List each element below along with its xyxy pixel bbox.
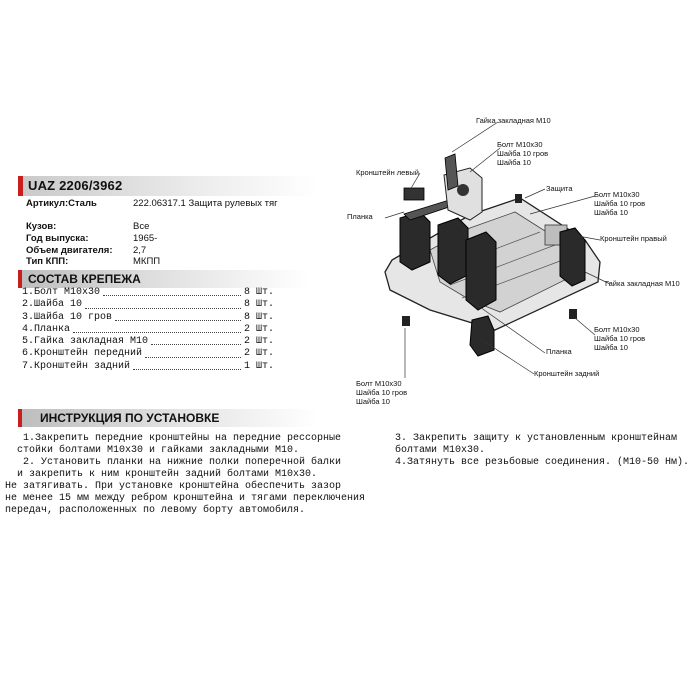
fastener-qty: 8 Шт. <box>243 299 274 311</box>
callout-plate-left: Планка <box>347 212 373 221</box>
plate-small <box>404 188 424 200</box>
callout-bolt-mid: Болт М10х30 Шайба 10 гров Шайба 10 <box>594 325 646 352</box>
fastener-name: 1.Болт М10х30 <box>22 287 101 298</box>
callout-protection: Защита <box>546 184 573 193</box>
fastener-qty: 8 Шт. <box>243 311 274 323</box>
fasteners-title: СОСТАВ КРЕПЕЖА <box>28 272 141 286</box>
callout-bolt-left: Болт М10х30 Шайба 10 гров Шайба 10 <box>356 379 408 406</box>
spec-label-article: Артикул:Сталь <box>26 198 97 209</box>
fastener-qty: 8 Шт. <box>243 287 274 298</box>
spec-value-year: 1965- <box>133 233 158 244</box>
fastener-name: 2.Шайба 10 <box>22 299 83 311</box>
callout-bracket-left: Кронштейн левый <box>356 168 419 177</box>
spec-label-year: Год выпуска: <box>26 233 89 244</box>
fastener-name: 3.Шайба 10 гров <box>22 311 113 323</box>
callout-bracket-right: Кронштейн правый <box>600 234 667 243</box>
callout-nut-right: Гайка закладная М10 <box>605 279 680 288</box>
top-bracket <box>444 154 482 220</box>
callout-nut-top: Гайка закладная М10 <box>476 116 551 125</box>
fastener-name: 6.Кронштейн передний <box>22 348 143 360</box>
spec-value-engine: 2,7 <box>133 245 147 256</box>
callout-bracket-rear: Кронштейн задний <box>534 369 600 378</box>
fastener-name: 4.Планка <box>22 323 71 335</box>
spec-value-gearbox: МКПП <box>133 256 161 267</box>
fastener-qty: 2 Шт. <box>243 336 274 348</box>
rear-bracket <box>470 316 494 356</box>
instructions-left-text: 1.Закрепить передние кронштейны на передние рессорные стойки болтами М10х30 и гайками закладными М10. 2. Установить планки на нижние полки поперечной балки и закрепить к ним кронштейн задний болтами М10х30. Не затягивать. При установке кронштейна обеспечить зазор не менее 15 мм между ребром кронштейна и тягами переключения передач, расположенных по левому борту автомобиля. <box>5 433 366 516</box>
spec-label-body: Кузов: <box>26 221 57 232</box>
fastener-qty: 2 Шт. <box>243 323 274 335</box>
fastener-name: 5.Гайка закладная М10 <box>22 336 149 348</box>
fastener-qty: 1 Шт. <box>243 360 274 372</box>
callout-bolt-top: Болт М10х30 Шайба 10 гров Шайба 10 <box>497 140 549 167</box>
spec-value-article: 222.06317.1 Защита рулевых тяг <box>133 198 278 209</box>
fastener-qty: 2 Шт. <box>243 348 274 360</box>
fastener-name: 7.Кронштейн задний <box>22 360 131 372</box>
bolt-icon <box>569 309 577 319</box>
instructions-right-text: 3. Закрепить защиту к установленным кронштейнам болтами М10х30. 4.Затянуть все резьбовые соединения. (М10-50 Нм). <box>395 433 690 468</box>
callout-plate-bottom: Планка <box>546 347 572 356</box>
page-title: UAZ 2206/3962 <box>28 178 123 193</box>
bolt-icon <box>402 316 410 326</box>
spec-label-engine: Объем двигателя: <box>26 245 113 256</box>
bolt-icon <box>515 194 522 203</box>
callout-bolt-right: Болт М10х30 Шайба 10 гров Шайба 10 <box>594 190 646 217</box>
spec-label-gearbox: Тип КПП: <box>26 256 69 267</box>
instructions-title: ИНСТРУКЦИЯ ПО УСТАНОВКЕ <box>40 411 220 425</box>
spec-value-body: Все <box>133 221 150 232</box>
